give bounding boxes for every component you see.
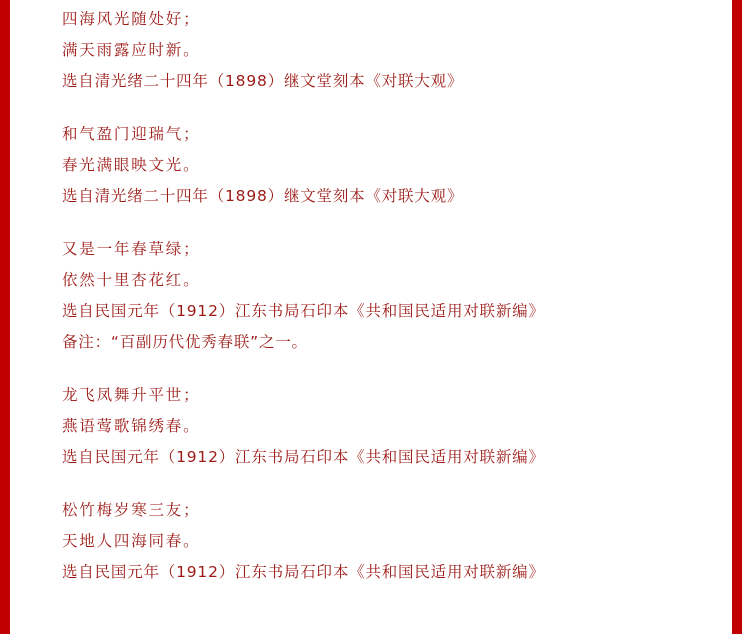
couplet-list: [10, 0, 732, 634]
verse-line: 和气盈门迎瑞气；: [62, 125, 201, 143]
verse-line: 春光满眼映文光。: [62, 156, 201, 174]
source-line: 选自清光绪二十四年（1898）继文堂刻本《对联大观》: [62, 72, 464, 90]
verse-line: 松竹梅岁寒三友；: [62, 501, 201, 519]
couplet-block: [62, 234, 732, 358]
verse-line: 天地人四海同春。: [62, 532, 201, 550]
verse-line: 又是一年春草绿；: [62, 240, 201, 258]
left-red-border: [0, 0, 10, 634]
verse-line: 依然十里杏花红。: [62, 271, 201, 289]
verse-line: 龙飞凤舞升平世；: [62, 386, 201, 404]
verse-line: 四海风光随处好；: [62, 10, 201, 28]
couplet-block: [62, 380, 732, 473]
couplet-block: [62, 495, 732, 588]
source-line: 选自清光绪二十四年（1898）继文堂刻本《对联大观》: [62, 187, 464, 205]
source-line: 选自民国元年（1912）江东书局石印本《共和国民适用对联新编》: [62, 302, 545, 320]
source-line: 选自民国元年（1912）江东书局石印本《共和国民适用对联新编》: [62, 563, 545, 581]
verse-line: 满天雨露应时新。: [62, 41, 201, 59]
note-line: 备注：“百副历代优秀春联”之一。: [62, 333, 308, 351]
right-red-border: [732, 0, 742, 634]
source-line: 选自民国元年（1912）江东书局石印本《共和国民适用对联新编》: [62, 448, 545, 466]
couplet-block: [62, 119, 732, 212]
verse-line: 燕语莺歌锦绣春。: [62, 417, 201, 435]
couplet-block: [62, 4, 732, 97]
